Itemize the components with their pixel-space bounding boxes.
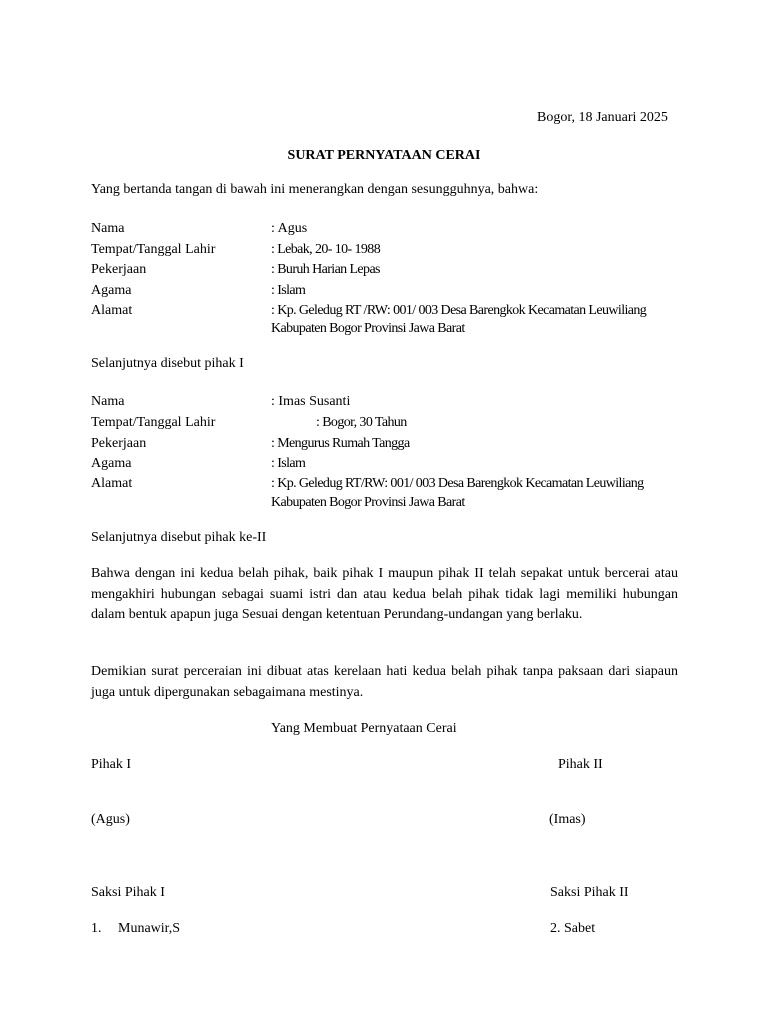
- party1-ttl: : Lebak, 20- 10- 1988: [271, 242, 381, 257]
- party2-alamat-line2: Kabupaten Bogor Provinsi Jawa Barat: [271, 495, 465, 510]
- label-nama: Nama: [91, 394, 125, 409]
- party2-note: Selanjutnya disebut pihak ke-II: [91, 530, 267, 545]
- signature-party1-label: Pihak I: [91, 757, 132, 772]
- label-pekerjaan: Pekerjaan: [91, 436, 147, 451]
- label-pekerjaan: Pekerjaan: [91, 262, 147, 277]
- witness-party1-number: 1.: [91, 921, 102, 936]
- label-nama: Nama: [91, 221, 125, 236]
- label-agama: Agama: [91, 456, 132, 471]
- signature-party2-name: (Imas): [549, 812, 586, 827]
- party1-nama: : Agus: [271, 221, 308, 236]
- witness-party2-label: Saksi Pihak II: [550, 885, 629, 900]
- label-alamat: Alamat: [91, 476, 133, 491]
- statement-paragraph: Bahwa dengan ini kedua belah pihak, baik pihak I maupun pihak II telah sepakat untuk bercerai atau mengakhiri hubungan sebagai suami istri dan atau kedua belah pihak tidak lagi memiliki hubungan dalam bentuk apapun juga Sesuai dengan ketentuan Perundang-undangan yang berlaku.: [91, 566, 678, 623]
- party1-alamat-line1: : Kp. Geledug RT /RW: 001/ 003 Desa Barengkok Kecamatan Leuwiliang: [271, 303, 647, 318]
- label-alamat: Alamat: [91, 303, 133, 318]
- closing-paragraph: Demikian surat perceraian ini dibuat atas kerelaan hati kedua belah pihak tanpa paksaan dari siapaun juga untuk dipergunakan sebagaimana mestinya.: [91, 664, 678, 700]
- party2-ttl: : Bogor, 30 Tahun: [316, 415, 407, 430]
- witness-party1-name: Munawir,S: [118, 921, 181, 936]
- label-ttl: Tempat/Tanggal Lahir: [91, 415, 216, 430]
- party2-agama: : Islam: [271, 456, 306, 471]
- party1-note: Selanjutnya disebut pihak I: [91, 356, 244, 371]
- party2-nama: : Imas Susanti: [271, 394, 351, 409]
- witness-party1-label: Saksi Pihak I: [91, 885, 165, 900]
- party1-alamat-line2: Kabupaten Bogor Provinsi Jawa Barat: [271, 321, 465, 336]
- document-title: SURAT PERNYATAAN CERAI: [287, 148, 481, 163]
- intro-text: Yang bertanda tangan di bawah ini menerangkan dengan sesungguhnya, bahwa:: [91, 182, 539, 197]
- party2-pekerjaan: : Mengurus Rumah Tangga: [271, 436, 410, 451]
- label-agama: Agama: [91, 283, 132, 298]
- signature-heading: Yang Membuat Pernyataan Cerai: [271, 721, 457, 736]
- party2-alamat-line1: : Kp. Geledug RT/RW: 001/ 003 Desa Barengkok Kecamatan Leuwiliang: [271, 476, 644, 491]
- party1-agama: : Islam: [271, 283, 306, 298]
- signature-party2-label: Pihak II: [558, 757, 603, 772]
- witness-party2-entry: 2. Sabet: [550, 921, 596, 936]
- label-ttl: Tempat/Tanggal Lahir: [91, 242, 216, 257]
- party1-pekerjaan: : Buruh Harian Lepas: [271, 262, 380, 277]
- signature-party1-name: (Agus): [91, 812, 130, 827]
- place-date: Bogor, 18 Januari 2025: [537, 110, 668, 125]
